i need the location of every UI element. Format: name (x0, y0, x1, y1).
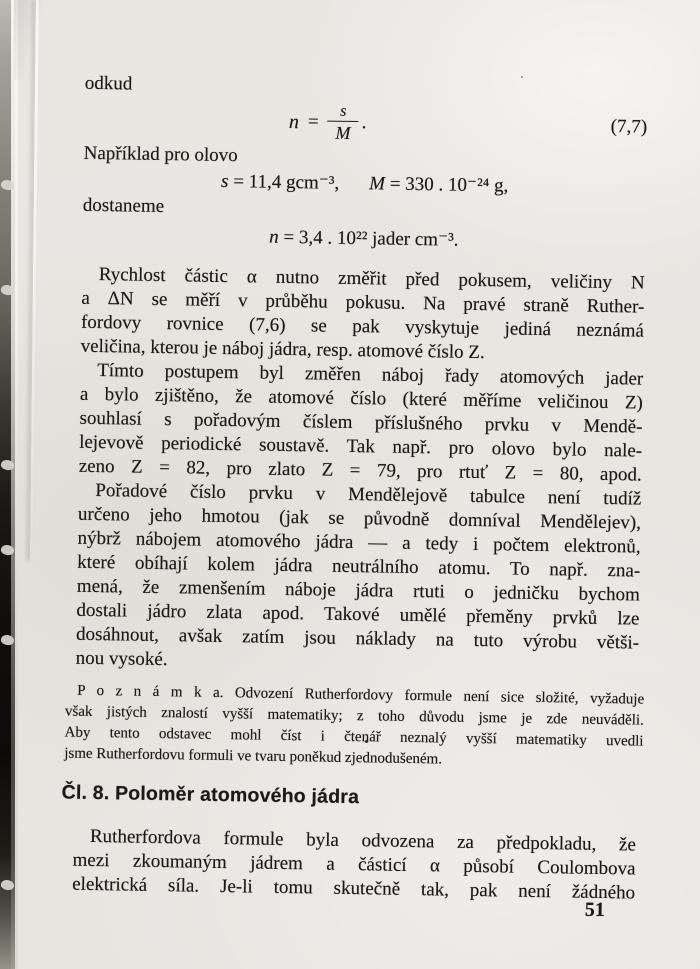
text-line: lejevově periodické soustavě. Tak např. pro olovo bylo nale- (78, 431, 643, 462)
text-line: fordovy rovnice (7,6) se pak vyskytuje jediná neznámá (80, 311, 645, 342)
equation-period: . (361, 112, 367, 134)
text-line: Tímto postupem byl změřen náboj řady atomových jader (97, 359, 644, 390)
text-line: Aby tento odstavec mohl číst i čtenář neznalý vyšší matematiky uvedli (64, 724, 644, 750)
equation-7-7 (84, 96, 648, 151)
text-line: elektrická síla. Je-li tomu skutečně tak, pak není žádného (72, 873, 636, 904)
result-intro: dostaneme (82, 194, 165, 218)
fraction-denominator: M (327, 121, 358, 143)
text-line: P o z n á m k a. Odvození Rutherfordovy formule není sice složité, vyžaduje (77, 682, 645, 708)
text-line: Rutherfordova formule byla odvozena za předpokladu, že (89, 825, 637, 856)
page-number: 51 (584, 898, 606, 922)
text-line: dostali jádro zlata apod. Takové umělé přeměny prvků lze (76, 599, 640, 630)
paragraph-atomic-number (79, 359, 644, 488)
equals-sign: = (307, 111, 319, 133)
text-line: určeno jeho hmotou (jak se původně domníval Mendělejev), (77, 503, 642, 534)
text-line: veličina, kterou je náboj jádra, resp. atomové číslo Z. (80, 335, 485, 364)
footnote-poznamka (64, 681, 644, 774)
text-line: zeno Z = 82, pro zlato Z = 79, pro rtuť Z = 80, apod. (78, 455, 642, 486)
text-line: Rychlost částic α nutno změřit před pokusem, veličiny N (98, 264, 645, 294)
equation-number: (7,7) (610, 116, 648, 138)
section-heading: Čl. 8. Poloměr atomového jádra (61, 781, 360, 809)
symbol-M: M (369, 173, 386, 195)
text-line: jsme Rutherfordovu formuli ve tvaru poněkud zjednodušeném. (64, 745, 443, 768)
value-s: = 11,4 gcm⁻³, (228, 171, 340, 194)
equation-body (46, 98, 610, 147)
text-line: Pořadové číslo prvku v Mendělejově tabulce není tudíž (95, 479, 642, 510)
result-line (82, 221, 645, 258)
example-intro: Například pro olovo (83, 142, 238, 167)
text-line: mezi zkoumaným jádrem a částicí α působí Coulombova (72, 849, 636, 880)
text-line: které obíhají kolem jádra neutrálního atomu. To např. zna- (77, 551, 641, 582)
value-M: = 330 . 10⁻²⁴ g, (384, 173, 509, 197)
text-line: však jistých znalostí vyšší matematiky; z toho důvodu jsme je zde neuváděli. (64, 703, 644, 729)
symbol-n: n (269, 226, 279, 248)
lead-in-word: odkud (84, 72, 133, 95)
text-line: a ΔN se měří v průběhu pokusu. Na pravé straně Ruther- (81, 287, 645, 318)
text-line: dosáhnout, avšak zatím jsou náklady na tuto výrobu větši- (75, 623, 640, 654)
paragraph-closing (72, 825, 636, 906)
text-line: nýbrž nábojem atomového jádra — a tedy i počtem elektronů, (77, 527, 641, 558)
fraction-numerator: s (340, 102, 347, 120)
text-line: mená, že zmenšením náboje jádra rtuti o jedničku bychom (76, 575, 640, 606)
text-line: a bylo zjištěno, že atomové číslo (které měříme veličinou Z) (79, 383, 644, 414)
equation-lhs-n: n (288, 110, 300, 133)
fraction-s-over-M (327, 103, 359, 143)
symbol-s: s (220, 170, 229, 193)
text-line: souhlasí s pořadovým číslem příslušného prvku v Mendě- (79, 407, 643, 438)
paragraph-velocity-measurement (80, 263, 644, 368)
text-line: nou vysoké. (75, 647, 168, 671)
paragraph-mendeleev-order (76, 479, 642, 680)
value-n: = 3,4 . 10²² jader cm⁻³. (278, 226, 459, 251)
